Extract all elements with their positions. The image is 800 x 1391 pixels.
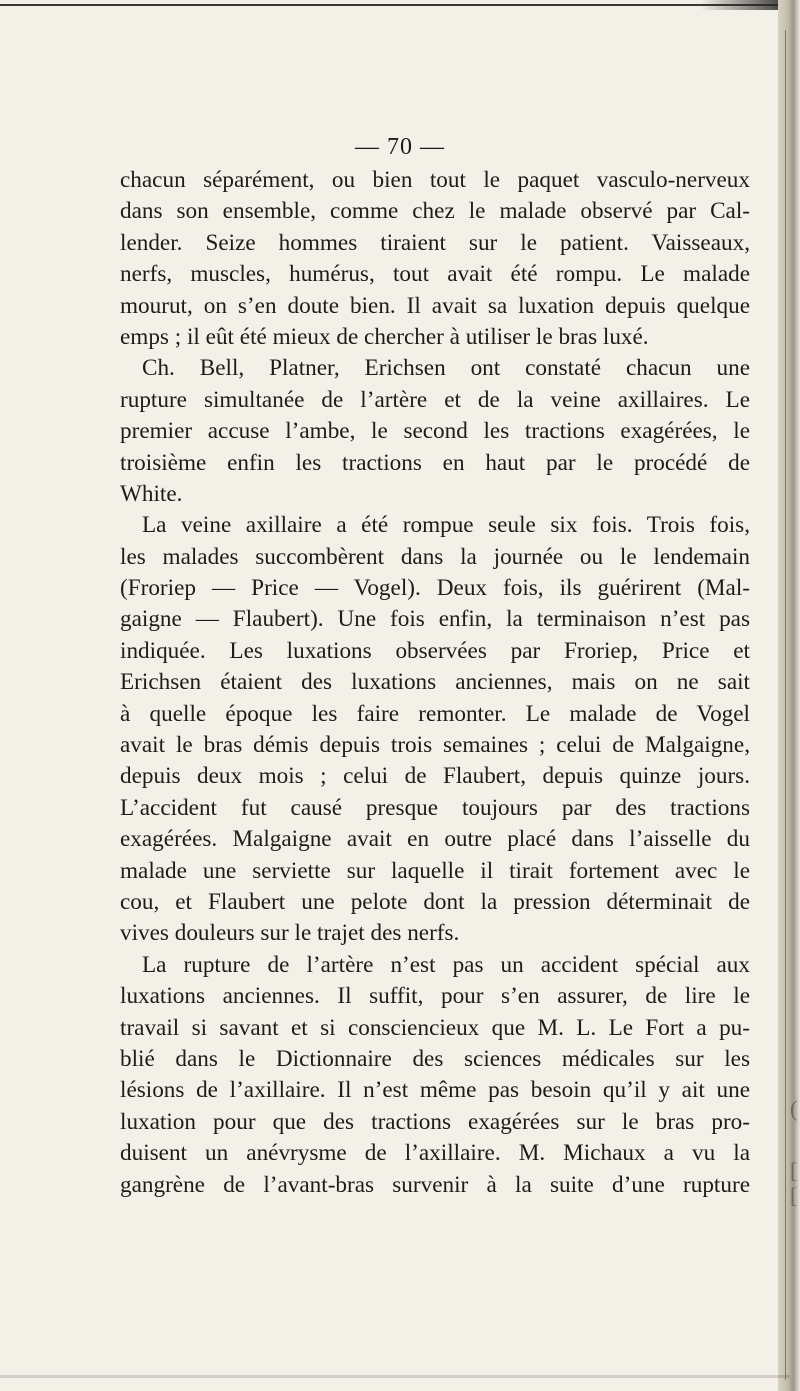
text-line: lésions de l’axillaire. Il n’est même pas besoin qu’il y ait une bbox=[120, 1077, 750, 1104]
text-line: La rupture de l’artère n’est pas un accident spécial aux bbox=[142, 951, 750, 978]
text-line: emps ; il eût été mieux de chercher à utiliser le bras luxé. bbox=[120, 323, 649, 350]
text-line: (Froriep — Price — Vogel). Deux fois, ils guérirent (Mal- bbox=[120, 575, 750, 602]
text-line: troisième enfin les tractions en haut par le procédé de bbox=[120, 449, 750, 476]
text-line: vives douleurs sur le trajet des nerfs. bbox=[120, 920, 460, 947]
text-line: luxations anciennes. Il suffit, pour s’en assurer, de lire le bbox=[120, 983, 750, 1010]
text-line: avait le bras démis depuis trois semaines ; celui de Malgaigne, bbox=[120, 732, 750, 759]
text-line: lender. Seize hommes tiraient sur le patient. Vaisseaux, bbox=[120, 229, 750, 256]
text-line: blié dans le Dictionnaire des sciences médicales sur les bbox=[120, 1045, 750, 1072]
text-line: dans son ensemble, comme chez le malade observé par Cal- bbox=[120, 198, 750, 225]
text-line: duisent un anévrysme de l’axillaire. M. Michaux a vu la bbox=[120, 1140, 750, 1167]
text-line: cou, et Flaubert une pelote dont la pression déterminait de bbox=[120, 888, 750, 915]
text-line: indiquée. Les luxations observées par Froriep, Price et bbox=[120, 637, 750, 664]
text-line: travail si savant et si consciencieux que M. L. Le Fort a pu- bbox=[120, 1014, 750, 1041]
top-rule bbox=[0, 4, 790, 6]
text-line: depuis deux mois ; celui de Flaubert, depuis quinze jours. bbox=[120, 763, 750, 790]
margin-mark: ( bbox=[790, 1096, 798, 1121]
page-number: — 70 — bbox=[355, 134, 445, 160]
text-line: nerfs, muscles, humérus, tout avait été rompu. Le malade bbox=[120, 261, 750, 288]
text-line: La veine axillaire a été rompue seule six fois. Trois fois, bbox=[142, 512, 750, 539]
text-line: exagérées. Malgaigne avait en outre placé dans l’aisselle du bbox=[120, 826, 750, 853]
text-line: mourut, on s’en doute bien. Il avait sa luxation depuis quelque bbox=[120, 292, 750, 319]
margin-mark: [ bbox=[790, 1158, 798, 1183]
body-text bbox=[120, 165, 750, 1201]
margin-mark: [ bbox=[790, 1183, 798, 1208]
text-line: rupture simultanée de l’artère et de la veine axillaires. Le bbox=[120, 386, 750, 413]
text-line: chacun séparément, ou bien tout le paquet vasculo-nerveux bbox=[120, 167, 750, 193]
text-line: luxation pour que des tractions exagérées sur le bras pro- bbox=[120, 1108, 750, 1135]
text-line: à quelle époque les faire remonter. Le malade de Vogel bbox=[120, 700, 750, 727]
text-line: gaigne — Flaubert). Une fois enfin, la terminaison n’est pas bbox=[120, 606, 750, 633]
text-line: malade une serviette sur laquelle il tirait fortement avec le bbox=[120, 857, 750, 884]
gutter-edge-line bbox=[785, 30, 786, 1380]
text-line: Ch. Bell, Platner, Erichsen ont constaté chacun une bbox=[142, 355, 750, 382]
text-line: les malades succombèrent dans la journée ou le lendemain bbox=[120, 543, 750, 570]
text-line: gangrène de l’avant-bras survenir à la suite d’une rupture bbox=[120, 1171, 750, 1198]
text-line: L’accident fut causé presque toujours par des tractions bbox=[120, 794, 750, 821]
text-line: Erichsen étaient des luxations anciennes, mais on ne sait bbox=[120, 669, 750, 696]
page-bottom-edge bbox=[0, 1375, 790, 1378]
text-line: White. bbox=[120, 480, 183, 507]
text-line: premier accuse l’ambe, le second les tractions exagérées, le bbox=[120, 418, 750, 445]
